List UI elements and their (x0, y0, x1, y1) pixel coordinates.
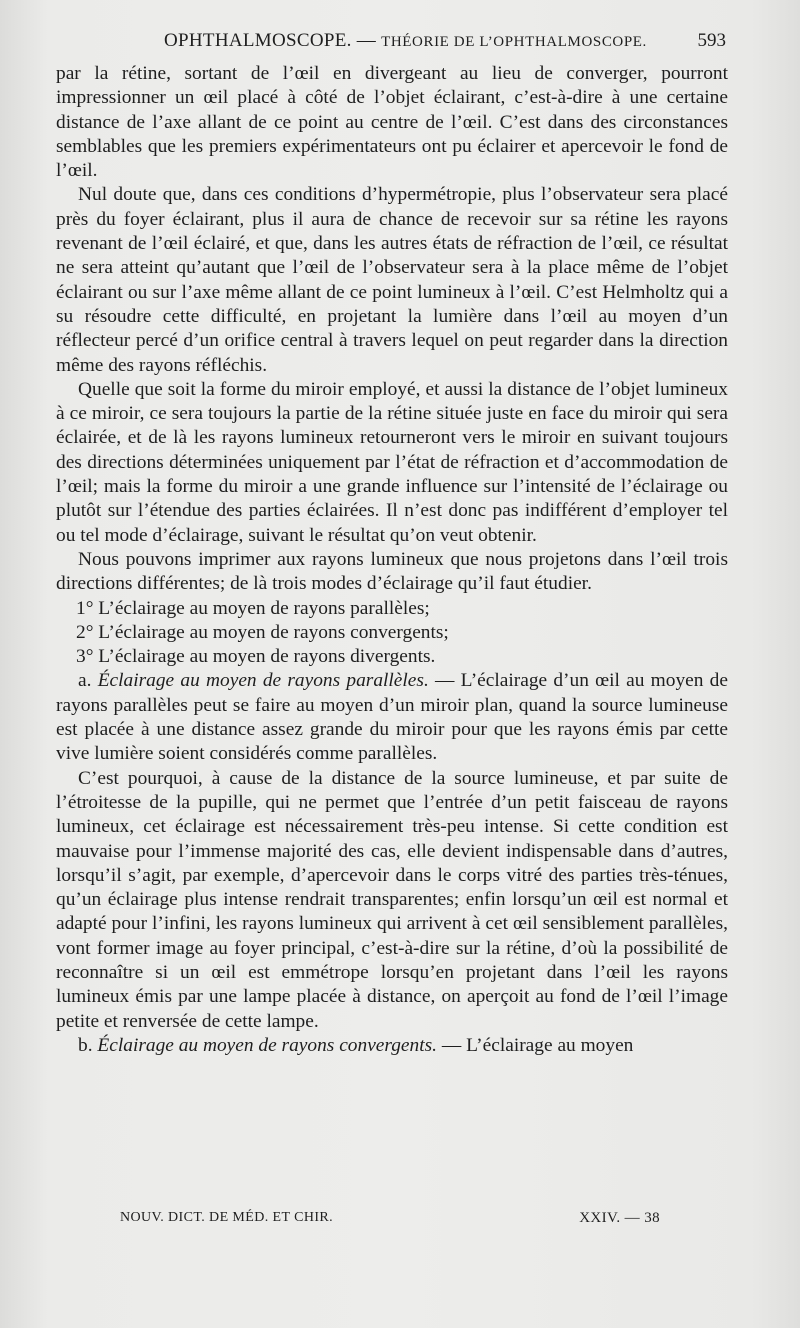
running-header (60, 30, 726, 56)
paragraph-after-a: C’est pourquoi, à cause de la distance de la source lumineuse, et par suite de l’étroitesse de la pupille, qui ne permet que l’entrée d’un petit faisceau de rayons lumineux, cet éclairage est nécessairement très-peu intense. Si cette condition est mauvaise pour l’immense majorité des cas, elle devient indispensable dans d’autres, lorsqu’il s’agit, par exemple, d’apercevoir dans le corps vitré des parties très-ténues, qu’un éclairage plus intense rendrait transparentes; enfin lorsqu’un œil est normal et adapté pour l’infini, les rayons lumineux qui arrivent à cet œil sensiblement parallèles, vont former image au foyer principal, c’est-à-dire sur la rétine, d’où la possibilité de reconnaître si un œil est emmétrope lorsqu’en projetant dans l’œil les rayons lumineux émis par une lampe placée à distance, on aperçoit au fond de l’œil l’image petite et renversée de cette lampe. (56, 767, 728, 1032)
paragraph-3: Quelle que soit la forme du miroir employé, et aussi la distance de l’objet lumineux à ce miroir, ce sera toujours la partie de la rétine située juste en face du miroir qui sera éclairée, et de là les rayons lumineux retourneront vers le miroir en suivant toujours des directions déterminées uniquement par l’état de réfraction et d’accommodation de l’œil; mais la forme du miroir a une grande influence sur l’intensité de l’éclairage ou plutôt sur l’étendue des parties éclairées. Il n’est donc pas indifférent d’employer tel ou tel mode d’éclairage, suivant le résultat qu’on veut obtenir. (56, 378, 728, 546)
paragraph-4: Nous pouvons imprimer aux rayons lumineux que nous projetons dans l’œil trois directions différentes; de là trois modes d’éclairage qu’il faut étudier. (56, 548, 728, 595)
paragraph-1: par la rétine, sortant de l’œil en divergeant au lieu de converger, pourront impressionner un œil placé à côté de l’objet éclairant, c’est-à-dire à une certaine distance de l’axe allant de ce point au centre de l’œil. C’est dans des circonstances semblables que les premiers expérimentateurs ont pu éclairer et apercevoir le fond de l’œil. (56, 63, 728, 182)
section-a-text: — L’éclairage d’un œil au moyen de rayons parallèles peut se faire au moyen d’un miroir plan, quand la source lumineuse est placée à une distance assez grande du miroir pour que les rayons émis par cette vive lumière soient considérés comme parallèles. (56, 670, 728, 765)
header-title (164, 30, 647, 52)
list-item-2: 2° L’éclairage au moyen de rayons convergents; (76, 621, 449, 643)
body-text (56, 62, 728, 1058)
header-title-main: OPHTHALMOSCOPE. — (164, 30, 377, 51)
paragraph-2: Nul doute que, dans ces conditions d’hypermétropie, plus l’observateur sera placé près du foyer éclairant, plus il aura de chance de recevoir sur sa rétine les rayons revenant de l’œil éclairé, et que, dans les autres états de réfraction de l’œil, ce résultat ne sera atteint qu’autant que l’œil de l’observateur sera à la place même de l’objet éclairant ou sur l’axe même allant de ce point lumineux à l’œil. C’est Helmholtz qui a su résoudre cette difficulté, en projetant la lumière dans l’œil au moyen d’un réflecteur percé d’un orifice central à travers lequel on peut regarder dans la direction même des rayons réfléchis. (56, 184, 728, 376)
section-b-text: — L’éclairage au moyen (441, 1034, 634, 1056)
footer-publication: NOUV. DICT. DE MÉD. ET CHIR. (120, 1210, 334, 1225)
section-b-marker: b. (78, 1034, 93, 1056)
section-a-heading: Éclairage au moyen de rayons parallèles. (97, 670, 429, 692)
section-a-marker: a. (78, 670, 92, 692)
list-item-3: 3° L’éclairage au moyen de rayons divergents. (76, 646, 436, 668)
header-title-sub: THÉORIE DE L’OPHTHALMOSCOPE. (381, 34, 647, 50)
list-item-1: 1° L’éclairage au moyen de rayons parallèles; (76, 597, 430, 619)
section-b-paragraph (56, 1034, 728, 1058)
section-a-paragraph (56, 669, 728, 766)
footer-volume-signature: XXIV. — 38 (579, 1210, 660, 1226)
page-number: 593 (697, 30, 726, 51)
section-b-heading: Éclairage au moyen de rayons convergents. (97, 1034, 438, 1056)
